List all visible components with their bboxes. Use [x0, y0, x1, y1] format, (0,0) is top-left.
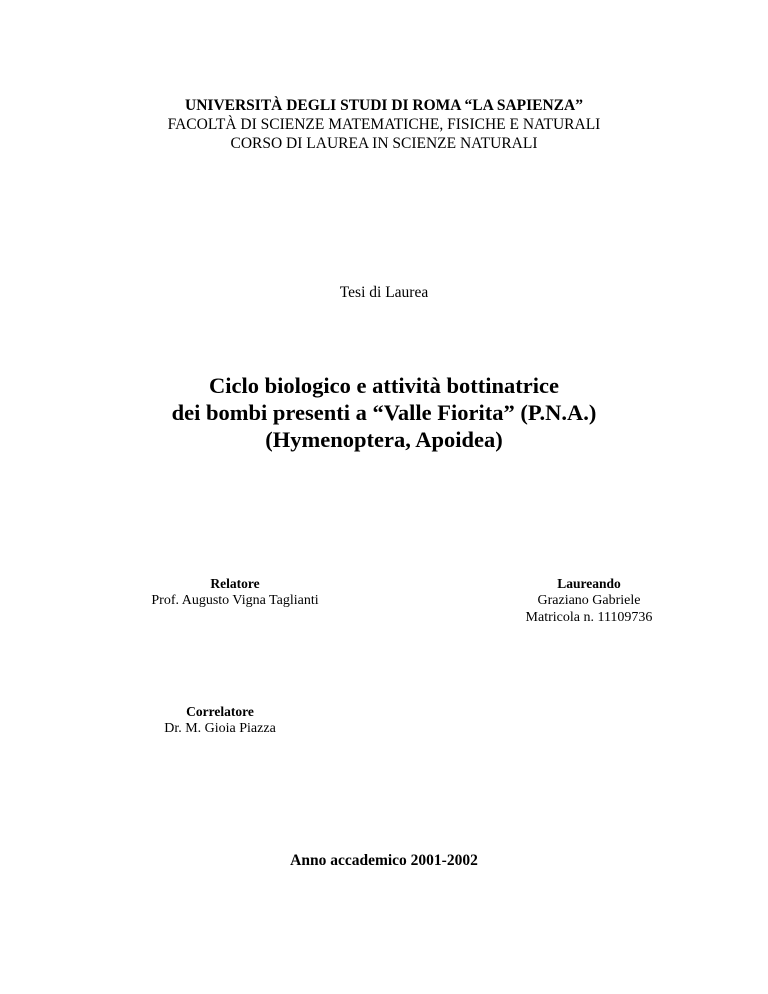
laureando-block	[490, 575, 688, 626]
laureando-name: Graziano Gabriele	[537, 593, 641, 608]
laureando-label: Laureando	[557, 576, 621, 591]
academic-year: Anno accademico 2001-2002	[290, 852, 478, 869]
course-name: CORSO DI LAUREA IN SCIENZE NATURALI	[230, 135, 538, 152]
title-line-2: dei bombi presenti a “Valle Fiorita” (P.N.A.)	[171, 400, 597, 425]
relatore-label: Relatore	[210, 576, 260, 591]
title-line-3: (Hymenoptera, Apoidea)	[265, 427, 503, 452]
correlatore-block	[140, 703, 300, 737]
title-line-1: Ciclo biologico e attività bottinatrice	[209, 373, 559, 398]
document-type: Tesi di Laurea	[339, 284, 429, 301]
correlatore-name: Dr. M. Gioia Piazza	[164, 721, 276, 736]
institution-header	[0, 96, 768, 153]
university-name: UNIVERSITÀ DEGLI STUDI DI ROMA “LA SAPIENZA”	[185, 97, 583, 114]
thesis-title	[0, 372, 768, 453]
relatore-name: Prof. Augusto Vigna Taglianti	[151, 593, 319, 608]
relatore-block	[110, 575, 360, 609]
laureando-matricola: Matricola n. 11109736	[525, 610, 653, 625]
faculty-name: FACOLTÀ DI SCIENZE MATEMATICHE, FISICHE E NATURALI	[167, 116, 601, 133]
correlatore-label: Correlatore	[186, 704, 254, 719]
